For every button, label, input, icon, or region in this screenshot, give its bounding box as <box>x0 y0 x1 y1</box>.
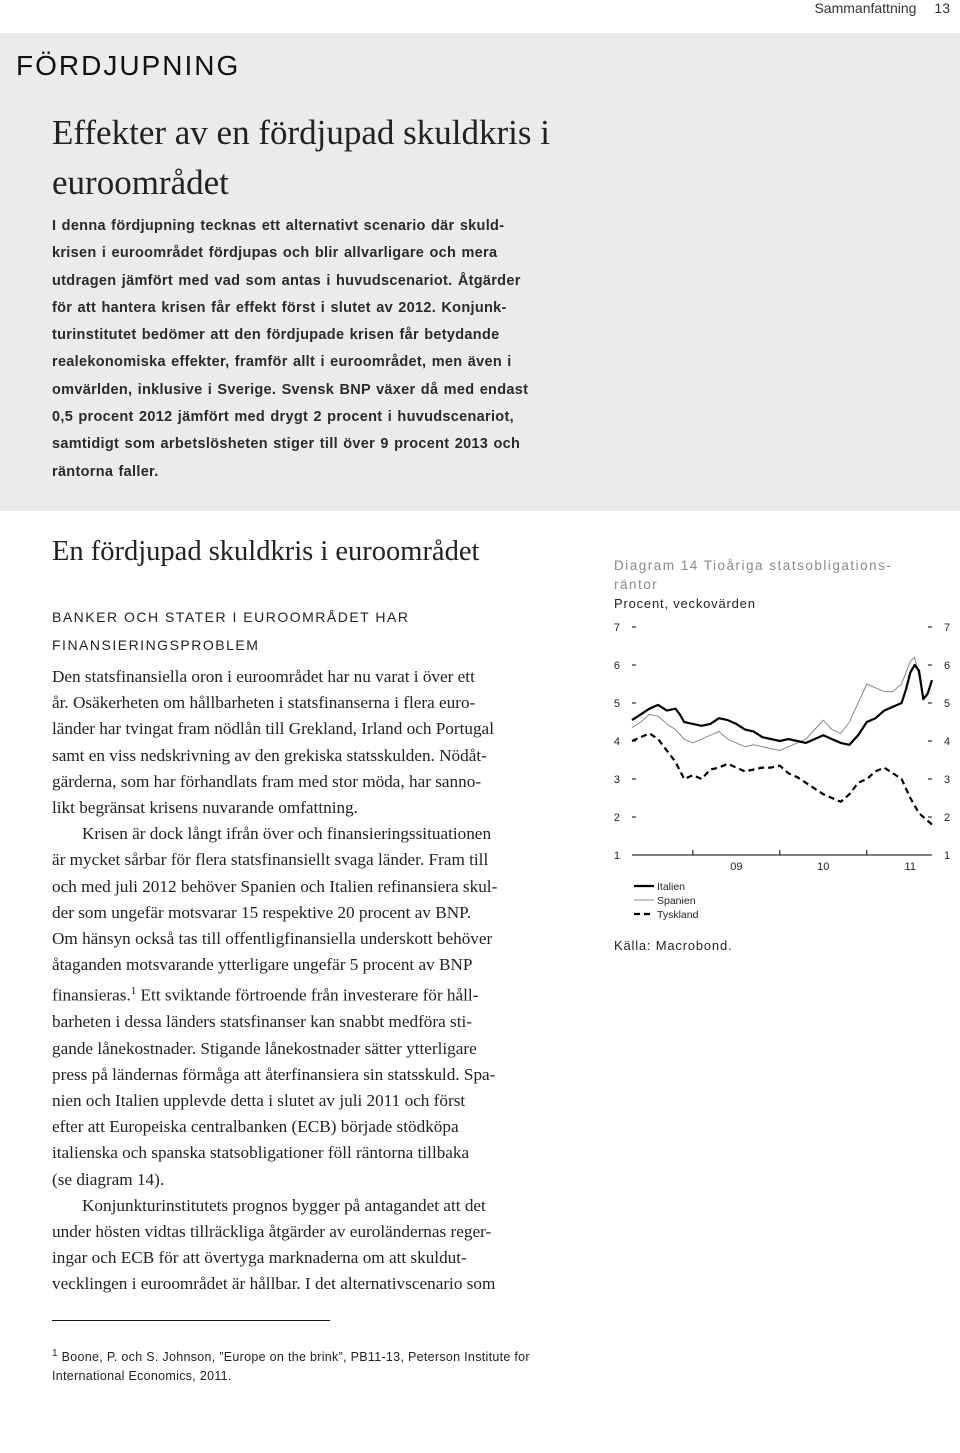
y-tick-label-left: 6 <box>613 660 620 672</box>
body-line: gärderna, som har förhandlats fram med stor möda, har sanno- <box>52 771 482 791</box>
x-tick-label: 10 <box>817 861 830 873</box>
y-tick-label-right: 3 <box>944 774 951 786</box>
figure-title-line: räntor <box>614 577 659 592</box>
y-tick-label-left: 3 <box>613 774 620 786</box>
y-tick-label-left: 7 <box>613 622 620 634</box>
y-tick-label-left: 5 <box>613 698 620 710</box>
footnote-line <box>52 1344 612 1367</box>
lead-line: samtidigt som arbetslösheten stiger till över 9 procent 2013 och <box>52 436 521 453</box>
body-line-with-footnote <box>52 978 592 1009</box>
y-tick-label-left: 4 <box>613 736 620 748</box>
x-tick-label: 11 <box>904 861 916 873</box>
body-line: år. Osäkerheten om hållbarheten i statsfinanserna i flera euro- <box>52 693 476 713</box>
legend-label: Italien <box>657 881 686 893</box>
body-line: samt en viss nedskrivning av den grekiska statsskulden. Nödåt- <box>52 745 487 765</box>
y-tick-label-right: 7 <box>944 622 951 634</box>
x-tick-label: 09 <box>730 861 743 873</box>
footnote-reference[interactable]: 1 <box>130 985 137 998</box>
body-line: och med juli 2012 behöver Spanien och Italien refinansiera skul- <box>52 876 498 896</box>
body-line: barheten i dessa länders statsfinanser kan snabbt medföra sti- <box>52 1012 473 1032</box>
y-tick-label-right: 6 <box>944 660 951 672</box>
lead-line: för att hantera krisen får effekt först i slutet av 2012. Konjunk- <box>52 299 507 316</box>
legend-label: Tyskland <box>657 909 699 921</box>
body-text-fragment: Ett sviktande förtroende från investerare för håll- <box>136 986 479 1006</box>
body-line: länder har tvingat fram nödlån till Grekland, Irland och Portugal <box>52 719 494 739</box>
article-subheading <box>52 603 592 659</box>
footnote-marker: 1 <box>52 1348 58 1359</box>
series-lines <box>632 657 932 824</box>
body-line: Krisen är dock långt ifrån över och finansieringssituationen <box>82 824 492 844</box>
subheading-line: BANKER OCH STATER I EUROOMRÅDET HAR <box>52 609 410 625</box>
series-line-italien <box>632 665 932 745</box>
body-line: vecklingen i euroområdet är hållbar. I det alternativscenario som <box>52 1274 496 1294</box>
footnote-line: International Economics, 2011. <box>52 1369 232 1384</box>
footnote-text: Boone, P. och S. Johnson, ”Europe on the brink”, PB11-13, Peterson Institute for <box>57 1350 530 1365</box>
body-line: (se diagram 14). <box>52 1169 165 1189</box>
lead-line: turinstitutet bedömer att den fördjupade krisen får betydande <box>52 327 500 344</box>
body-line: gande lånekostnader. Stigande lånekostnader sätter ytterligare <box>52 1038 477 1058</box>
body-line: Konjunkturinstitutets prognos bygger på antagandet att det <box>82 1195 486 1215</box>
article-body <box>52 664 592 1298</box>
body-line: Den statsfinansiella oron i euroområdet har nu varat i över ett <box>52 667 475 686</box>
figure-title <box>614 556 892 594</box>
footnote <box>52 1344 612 1386</box>
article-heading: En fördjupad skuldkris i euroområdet <box>52 536 480 567</box>
bond-yield-chart <box>600 615 960 925</box>
y-axis-right <box>944 622 950 862</box>
y-tick-label-right: 2 <box>944 812 951 824</box>
lead-line: 0,5 procent 2012 jämfört med drygt 2 procent i huvudscenariot, <box>52 409 514 426</box>
y-tick-label-right: 5 <box>944 698 951 710</box>
y-tick-label-left: 1 <box>613 850 620 862</box>
subheading-line: FINANSIERINGSPROBLEM <box>52 637 260 653</box>
body-line: likt begränsat krisens nuvarande omfattning. <box>52 798 358 818</box>
y-axis-left <box>614 622 620 862</box>
body-line: under hösten vidtas tillräckliga åtgärder av euroländernas reger- <box>52 1222 492 1241</box>
lead-line: realekonomiska effekter, framför allt i euroområdet, men även i <box>52 354 512 371</box>
legend-label: Spanien <box>657 895 696 907</box>
figure-subtitle: Procent, veckovärden <box>614 596 756 611</box>
feature-title: Effekter av en fördjupad skuldkris i euroområdet <box>52 113 550 202</box>
series-line-tyskland <box>632 733 932 824</box>
lead-line: räntorna faller. <box>52 463 159 480</box>
body-line: Om hänsyn också tas till offentligfinansiella underskott behöver <box>52 929 493 949</box>
x-axis-ticks <box>693 850 916 873</box>
body-line: press på ländernas förmåga att återfinansiera sin statsskuld. Spa- <box>52 1064 496 1084</box>
series-line-spanien <box>632 657 932 750</box>
body-line: åtaganden motsvarande ytterligare ungefär 5 procent av BNP <box>52 955 473 975</box>
body-line: efter att Europeiska centralbanken (ECB) började stödköpa <box>52 1117 459 1137</box>
lead-line: I denna fördjupning tecknas ett alternativt scenario där skuld- <box>52 218 505 234</box>
figure-source: Källa: Macrobond. <box>614 938 733 953</box>
feature-kicker: FÖRDJUPNING <box>16 50 241 81</box>
body-text-fragment: finansieras. <box>52 986 131 1006</box>
lead-line: krisen i euroområdet fördjupas och blir allvarligare och mera <box>52 245 498 262</box>
body-line: ingar och ECB för att övertyga marknaderna om att skuldut- <box>52 1248 467 1268</box>
y-tick-label-left: 2 <box>613 812 620 824</box>
body-line: der som ungefär motsvarar 15 respektive 20 procent av BNP. <box>52 902 472 922</box>
section-name: Sammanfattning <box>814 0 917 16</box>
figure-title-line: Diagram 14 Tioåriga statsobligations- <box>614 558 893 573</box>
y-tick-label-right: 1 <box>944 850 951 862</box>
lead-line: omvärlden, inklusive i Sverige. Svensk BNP växer då med endast <box>52 381 529 398</box>
running-head <box>796 0 950 16</box>
chart-legend <box>634 881 699 921</box>
lead-line: utdragen jämfört med vad som antas i huvudscenariot. Åtgärder <box>52 272 521 289</box>
body-line: italienska och spanska statsobligationer föll räntorna tillbaka <box>52 1143 470 1163</box>
page-number: 13 <box>934 0 950 16</box>
body-line: är mycket sårbar för flera statsfinansiellt svaga länder. Fram till <box>52 850 489 870</box>
y-tick-label-right: 4 <box>944 736 951 748</box>
body-line: nien och Italien upplevde detta i slutet av juli 2011 och först <box>52 1090 466 1110</box>
footnote-divider <box>52 1320 330 1321</box>
lead-paragraph <box>52 213 592 486</box>
